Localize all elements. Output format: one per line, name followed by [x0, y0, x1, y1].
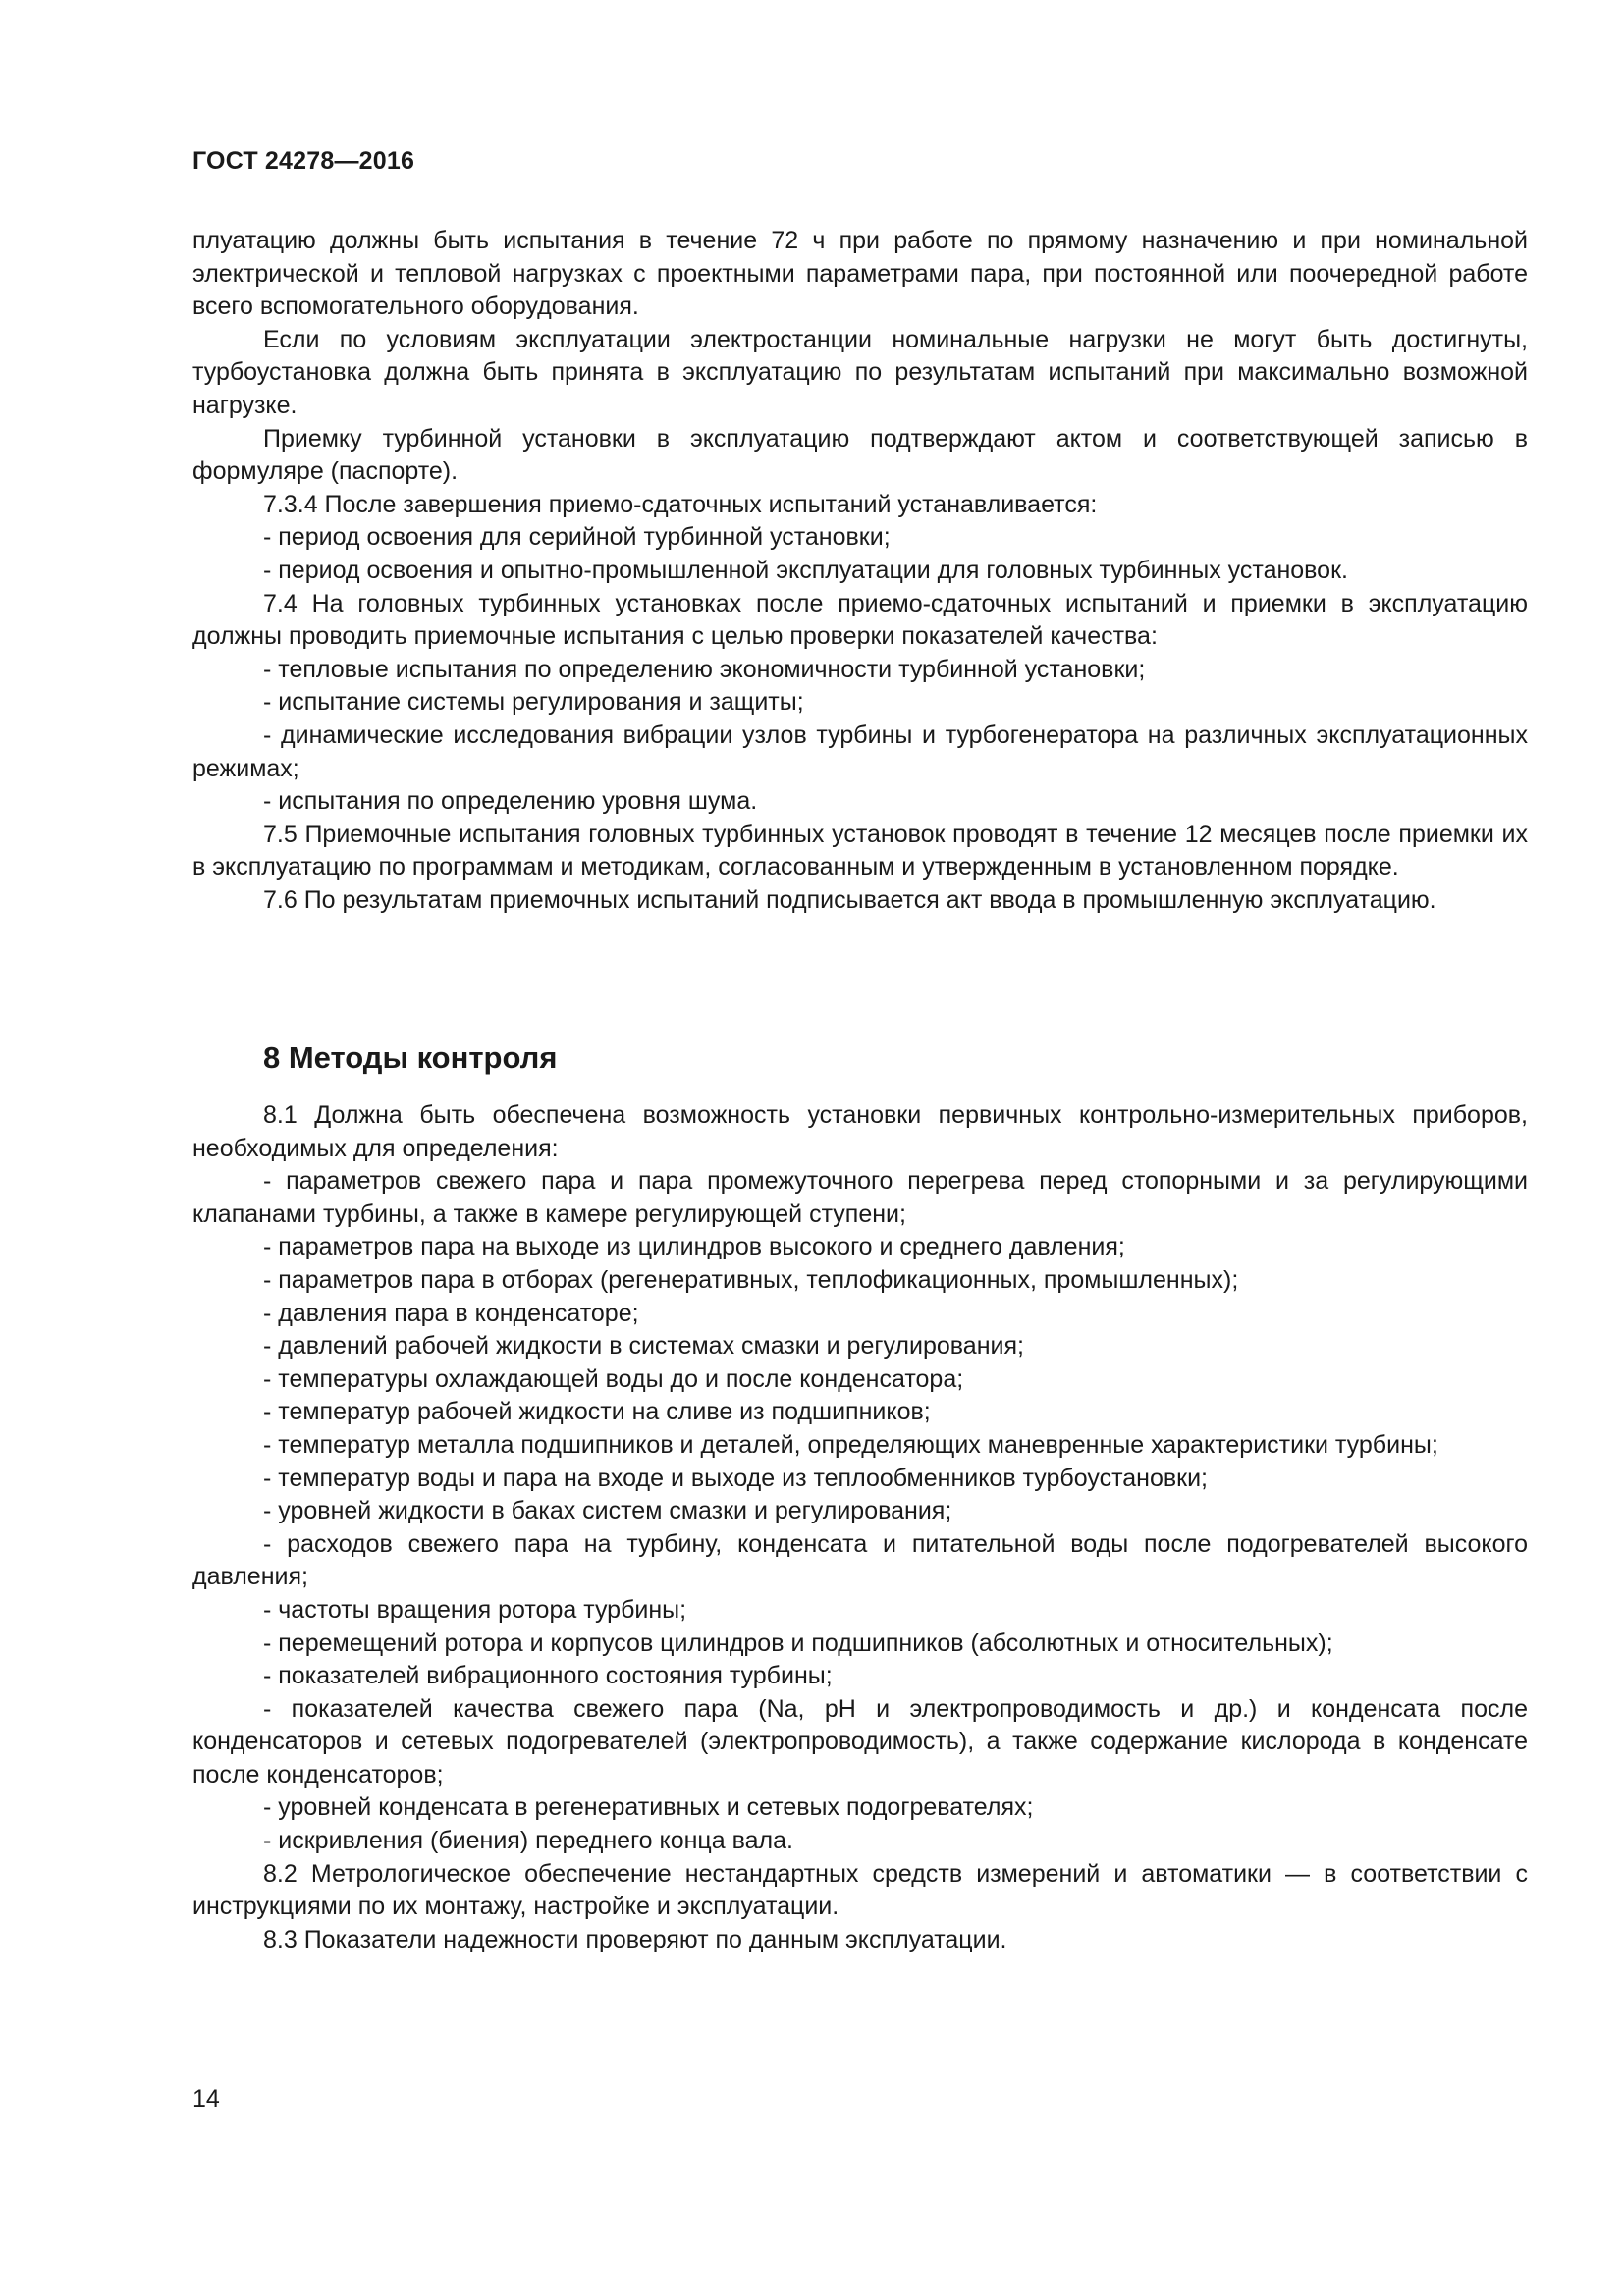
paragraph: - период освоения для серийной турбинной установки;: [263, 523, 891, 552]
paragraph: - температуры охлаждающей воды до и после конденсатора;: [263, 1364, 964, 1393]
paragraph: - частоты вращения ротора турбины;: [263, 1595, 687, 1624]
paragraph: Если по условиям эксплуатации электростанции номинальные нагрузки не могут быть достигнуты, турбоустановка должна быть принята в эксплуатацию по результатам испытаний при максимально возможной нагрузке.: [192, 325, 1528, 419]
paragraph: - испытания по определению уровня шума.: [263, 787, 758, 816]
paragraph: - показателей качества свежего пара (Na, pH и электропроводимость и др.) и конденсата после конденсаторов и сетевых подогревателей (электропроводимость), а также содержание кислорода в конденсате после конденсаторов;: [192, 1694, 1528, 1789]
paragraph: - тепловые испытания по определению экономичности турбинной установки;: [263, 655, 1146, 683]
paragraph: 7.6 По результатам приемочных испытаний подписывается акт ввода в промышленную эксплуатацию.: [263, 885, 1436, 914]
paragraph: - перемещений ротора и корпусов цилиндров и подшипников (абсолютных и относительных);: [263, 1629, 1333, 1657]
document-header-id: ГОСТ 24278—2016: [192, 147, 415, 175]
paragraph: 8.1 Должна быть обеспечена возможность установки первичных контрольно-измерительных приборов, необходимых для определения:: [192, 1101, 1528, 1162]
paragraph: - давлений рабочей жидкости в системах смазки и регулирования;: [263, 1332, 1024, 1361]
paragraph: - уровней конденсата в регенеративных и сетевых подогревателях;: [263, 1793, 1034, 1822]
section-heading: 8 Методы контроля: [263, 1041, 558, 1075]
text-block-section-8: [192, 1099, 1528, 1956]
paragraph: 7.4 На головных турбинных установках после приемо-сдаточных испытаний и приемки в эксплуатацию должны проводить приемочные испытания с целью проверки показателей качества:: [192, 589, 1528, 651]
paragraph: - параметров свежего пара и пара промежуточного перегрева перед стопорными и за регулирующими клапанами турбины, а также в камере регулирующей ступени;: [192, 1167, 1528, 1228]
paragraph: - давления пара в конденсаторе;: [263, 1299, 639, 1327]
paragraph: - динамические исследования вибрации узлов турбины и турбогенератора на различных эксплуатационных режимах;: [192, 721, 1528, 782]
text-block-section-7: [192, 225, 1528, 917]
page-number: 14: [192, 2085, 220, 2112]
paragraph: 8.2 Метрологическое обеспечение нестандартных средств измерений и автоматики — в соответствии с инструкциями по их монтажу, настройке и эксплуатации.: [192, 1859, 1528, 1921]
paragraph: - температур металла подшипников и деталей, определяющих маневренные характеристики турбины;: [263, 1430, 1438, 1459]
paragraph: 7.3.4 После завершения приемо-сдаточных испытаний устанавливается:: [263, 490, 1098, 518]
paragraph: 7.5 Приемочные испытания головных турбинных установок проводят в течение 12 месяцев после приемки их в эксплуатацию по программам и методикам, согласованным и утвержденным в установленном порядке.: [192, 820, 1528, 881]
paragraph: - параметров пара на выходе из цилиндров высокого и среднего давления;: [263, 1233, 1125, 1261]
paragraph: плуатацию должны быть испытания в течение 72 ч при работе по прямому назначению и при номинальной электрической и тепловой нагрузках с проектными параметрами пара, при постоянной или поочередной работе всего вспомогательного оборудования.: [192, 227, 1528, 321]
paragraph: - температур воды и пара на входе и выходе из теплообменников турбоустановки;: [263, 1464, 1208, 1492]
paragraph: - период освоения и опытно-промышленной эксплуатации для головных турбинных установок.: [263, 556, 1348, 584]
paragraph: - испытание системы регулирования и защиты;: [263, 688, 804, 717]
paragraph: - температур рабочей жидкости на сливе из подшипников;: [263, 1398, 931, 1426]
paragraph: - параметров пара в отборах (регенеративных, теплофикационных, промышленных);: [263, 1265, 1239, 1294]
paragraph: - искривления (биения) переднего конца вала.: [263, 1827, 793, 1855]
paragraph: - уровней жидкости в баках систем смазки и регулирования;: [263, 1497, 952, 1525]
paragraph: Приемку турбинной установки в эксплуатацию подтверждают актом и соответствующей записью в формуляре (паспорте).: [192, 424, 1528, 486]
paragraph: - показателей вибрационного состояния турбины;: [263, 1662, 833, 1690]
paragraph: 8.3 Показатели надежности проверяют по данным эксплуатации.: [263, 1925, 1007, 1953]
paragraph: - расходов свежего пара на турбину, конденсата и питательной воды после подогревателей высокого давления;: [192, 1529, 1528, 1591]
